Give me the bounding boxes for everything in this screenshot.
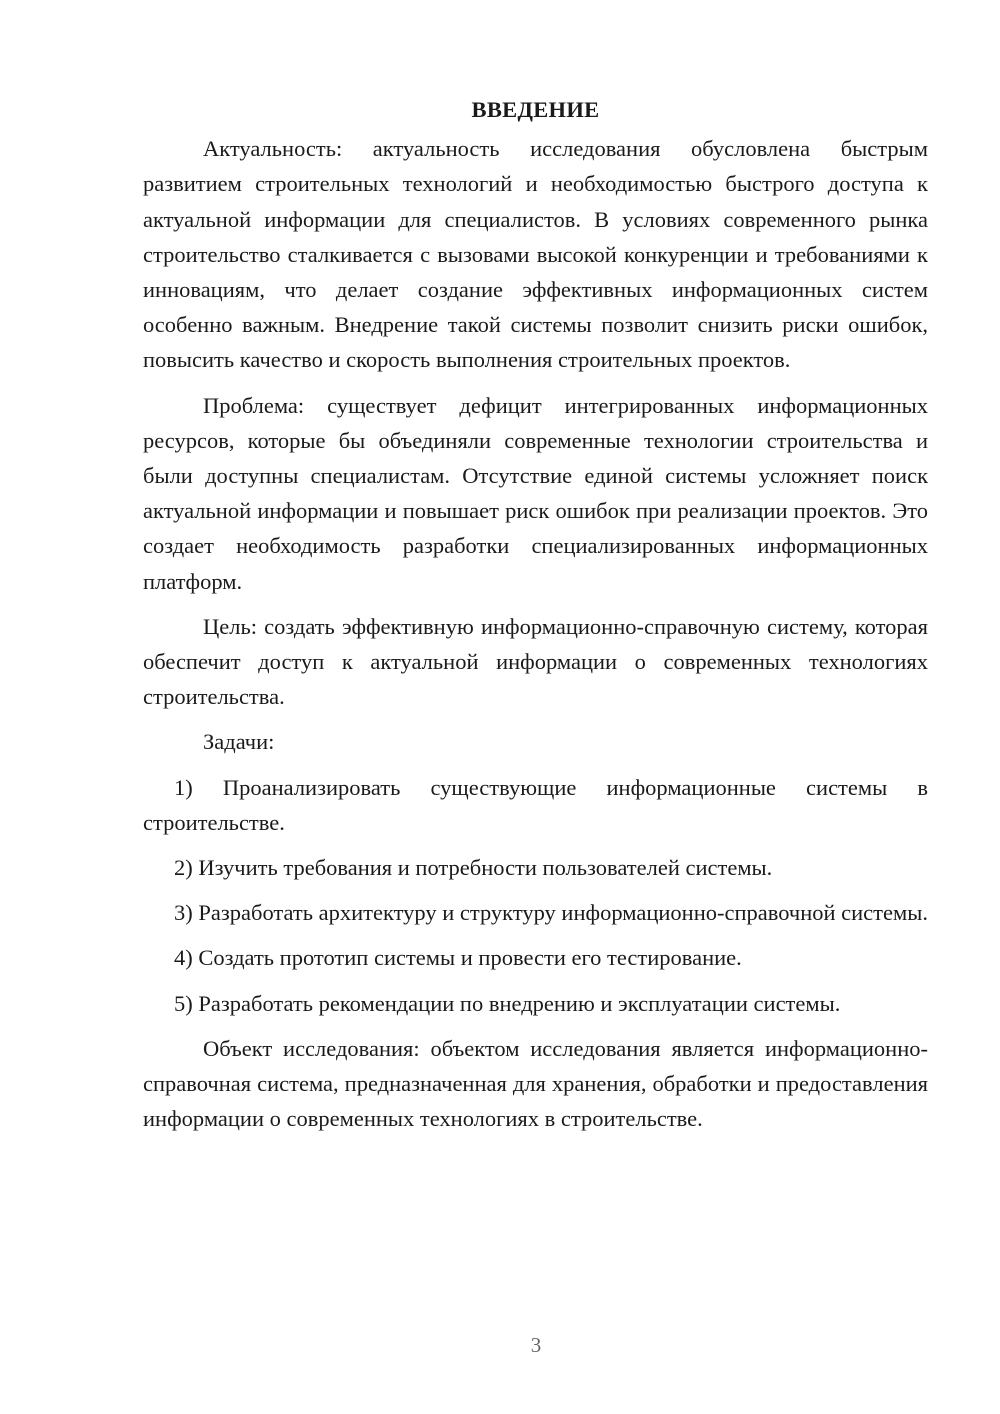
paragraph-goal: Цель: создать эффективную информационно-справочную систему, которая обеспечит доступ к актуальной информации о современных технологиях строительства. [143,613,928,710]
task-item-2: 2) Изучить требования и потребности пользователей системы. [174,855,773,881]
page-number: 3 [530,1333,542,1357]
paragraph-object: Объект исследования: объектом исследования является информационно-справочная система, предназначенная для хранения, обработки и предоставления информации о современных технологиях в строительстве. [143,1035,928,1132]
tasks-heading: Задачи: [203,729,275,755]
task-item-1: 1) Проанализировать существующие информационные системы в строительстве. [143,774,928,835]
task-item-5: 5) Разработать рекомендации по внедрению и эксплуатации системы. [174,990,841,1016]
paragraph-problem: Проблема: существует дефицит интегрированных информационных ресурсов, которые бы объединяли современные технологии строительства и были доступны специалистам. Отсутствие единой системы усложняет поиск актуальной информации и повышает риск ошибок при реализации проектов. Это создает необходимость разработки специализированных информационных платформ. [143,392,928,594]
task-item-3: 3) Разработать архитектуру и структуру информационно-справочной системы. [174,900,928,926]
paragraph-relevance: Актуальность: актуальность исследования обусловлена быстрым развитием строительных технологий и необходимостью быстрого доступа к актуальной информации для специалистов. В условиях современного рынка строительство сталкивается с вызовами высокой конкуренции и требованиями к инновациям, что делает создание эффективных информационных систем особенно важным. Внедрение такой системы позволит снизить риски ошибок, повысить качество и скорость выполнения строительных проектов. [143,136,928,373]
page-content [143,92,928,1146]
task-item-4: 4) Создать прототип системы и провести его тестирование. [174,945,742,971]
section-title: ВВЕДЕНИЕ [471,97,600,122]
